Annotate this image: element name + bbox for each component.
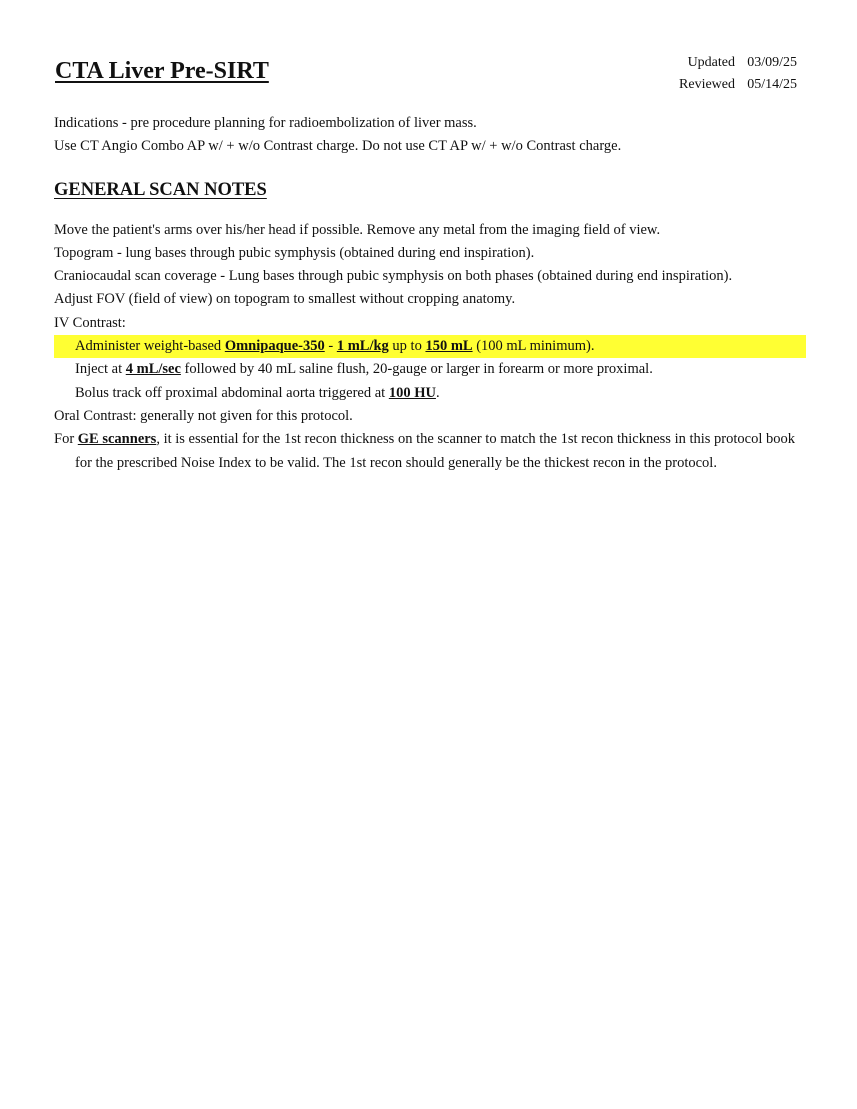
oral-contrast-note: Oral Contrast: generally not given for this protocol. (54, 407, 353, 424)
iv-dose-line (54, 335, 806, 358)
iv-dose-text-2: - (324, 338, 337, 355)
ge-text-2: , it is essential for the 1st recon thickness on the scanner to match the 1st recon thickness in this protocol book for the prescribed Noise Index to be valid. The 1st recon should generally be the thickest recon in the protocol. (75, 431, 795, 471)
iv-rate-text-1: Inject at (75, 361, 126, 378)
reviewed-row (675, 74, 797, 96)
date-block (675, 52, 797, 96)
updated-label: Updated (687, 55, 735, 70)
protocol-body (54, 112, 806, 475)
iv-contrast-label: IV Contrast: (54, 314, 126, 331)
updated-date: 03/09/25 (747, 55, 797, 70)
reviewed-label: Reviewed (679, 77, 735, 92)
dose-per-kg: 1 mL/kg (336, 338, 389, 355)
charge-text: Use CT Angio Combo AP w/ + w/o Contrast charge. Do not use CT AP w/ + w/o Contrast charge. (54, 138, 622, 155)
bolus-track-line (54, 382, 806, 405)
bolus-text-1: Bolus track off proximal abdominal aorta triggered at (75, 384, 389, 401)
iv-dose-text-1: Administer weight-based (75, 338, 225, 355)
injection-rate: 4 mL/sec (125, 361, 181, 378)
coverage-note: Craniocaudal scan coverage - Lung bases through pubic symphysis on both phases (obtained during end inspiration). (54, 268, 733, 285)
fov-note: Adjust FOV (field of view) on topogram to smallest without cropping anatomy. (54, 291, 516, 308)
updated-row (675, 52, 797, 74)
max-dose: 150 mL (425, 338, 473, 355)
ge-text-1: For (54, 431, 78, 448)
arms-note: Move the patient's arms over his/her head if possible. Remove any metal from the imaging field of view. (54, 221, 661, 238)
section-heading-general: GENERAL SCAN NOTES (54, 179, 267, 200)
page-title: CTA Liver Pre-SIRT (55, 58, 269, 84)
iv-rate-text-2: followed by 40 mL saline flush, 20-gauge or larger in forearm or more proximal. (180, 361, 653, 378)
indications-text: Indications - pre procedure planning for radioembolization of liver mass. (54, 115, 477, 131)
ge-scanners-term: GE scanners (77, 431, 157, 448)
iv-dose-text-3: up to (388, 338, 426, 355)
topogram-note: Topogram - lung bases through pubic symphysis (obtained during end inspiration). (54, 244, 535, 261)
trigger-threshold: 100 HU (388, 384, 436, 401)
bolus-text-2: . (435, 384, 440, 401)
reviewed-date: 05/14/25 (747, 77, 797, 92)
ge-scanner-note (54, 428, 806, 475)
iv-rate-line (54, 358, 806, 381)
contrast-agent: Omnipaque-350 (224, 338, 325, 355)
iv-dose-text-4: (100 mL minimum). (472, 338, 595, 355)
